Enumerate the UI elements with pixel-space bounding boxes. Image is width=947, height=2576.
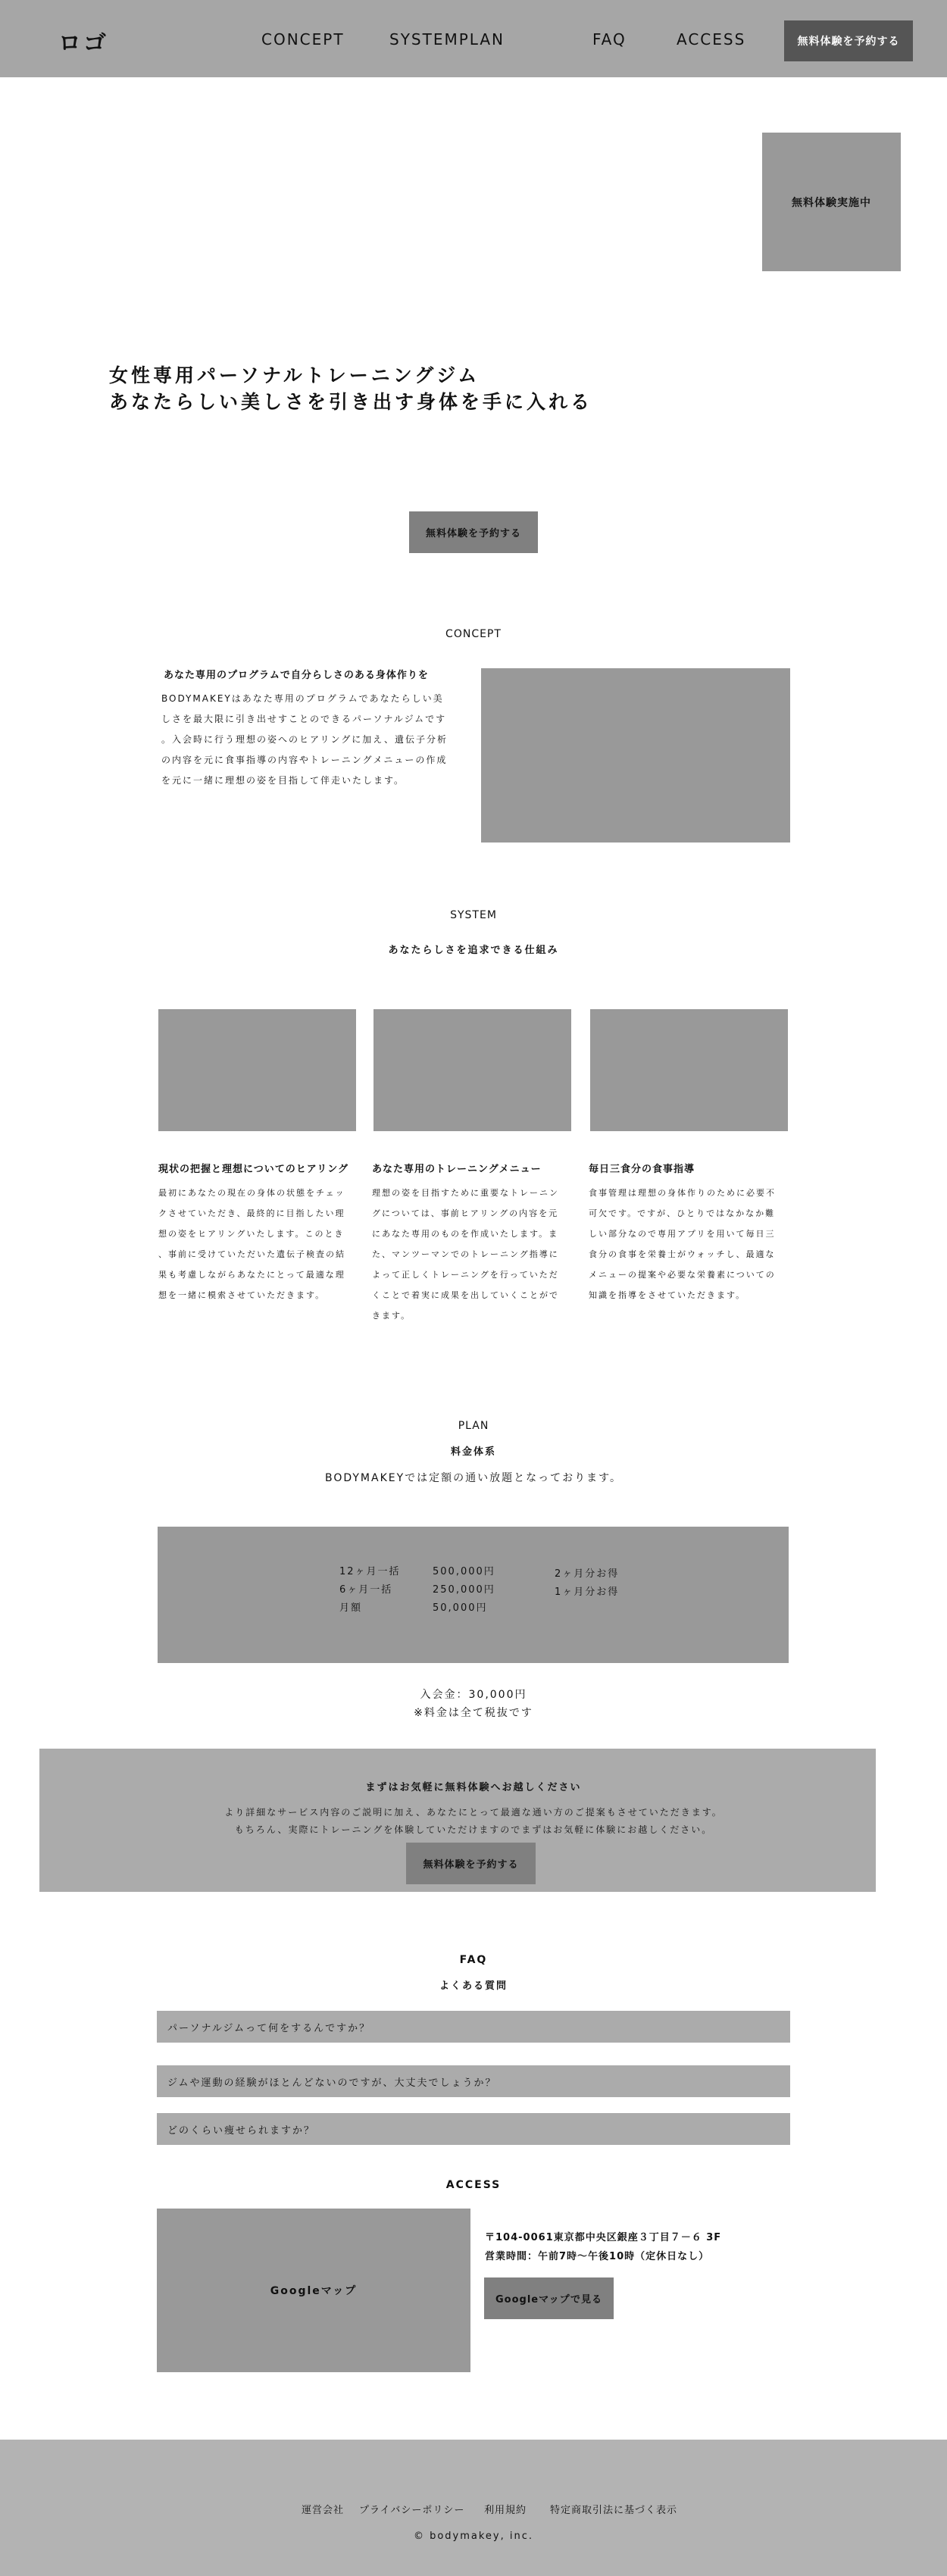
- plan-row-price: 250,000円: [433, 1584, 495, 1596]
- system-label: SYSTEM: [450, 909, 497, 921]
- system-card-line: た、マンツーマンでのトレーニング指導に: [372, 1249, 559, 1259]
- concept-line: BODYMAKEYはあなた専用のプログラムであなたらしい美: [161, 693, 444, 704]
- plan-row-name: 6ヶ月一括: [339, 1584, 393, 1596]
- access-label: ACCESS: [445, 2179, 502, 2191]
- plan-entry-fee: 入会金：30,000円: [420, 1689, 527, 1701]
- plan-row-name: 12ヶ月一括: [339, 1566, 401, 1577]
- hero-title-line2: あなたらしい美しさを引き出す身体を手に入れる: [109, 391, 593, 413]
- system-card-line: 知識を指導をさせていただきます。: [589, 1290, 746, 1300]
- nav-concept[interactable]: CONCEPT: [261, 30, 345, 48]
- concept-line: 。入会時に行う理想の姿へのヒアリングに加え、遺伝子分析: [161, 734, 448, 745]
- plan-tax-note: ※料金は全て税抜です: [414, 1707, 533, 1719]
- system-card-line: 理想の姿を目指すために重要なトレーニン: [372, 1188, 559, 1198]
- system-card-title-3: 毎日三食分の食事指導: [589, 1164, 695, 1175]
- plan-row-note: 2ヶ月分お得: [555, 1568, 620, 1580]
- site-footer: [0, 2440, 947, 2576]
- concept-label: CONCEPT: [445, 628, 502, 640]
- plan-row-name: 月額: [339, 1602, 363, 1614]
- system-card-line: にあなた専用のものを作成いたします。ま: [372, 1229, 559, 1239]
- hero-title: [109, 362, 592, 415]
- footer-link-company[interactable]: 運営会社: [302, 2505, 345, 2516]
- system-card-line: しい部分なので専用アプリを用いて毎日三: [589, 1229, 776, 1239]
- trial-reserve-button[interactable]: 無料体験を予約する: [406, 1843, 536, 1884]
- system-card-body-3: [589, 1183, 776, 1305]
- footer-link-terms[interactable]: 利用規約: [484, 2505, 527, 2516]
- plan-row-note: 1ヶ月分お得: [555, 1587, 620, 1598]
- concept-line: の内容を元に食事指導の内容やトレーニングメニューの作成: [161, 755, 448, 765]
- faq-item[interactable]: ジムや運動の経験がほとんどないのですが、大丈夫でしょうか？: [157, 2065, 790, 2097]
- system-card-line: メニューの提案や必要な栄養素についての: [589, 1270, 776, 1280]
- free-trial-badge: 無料体験実施中: [762, 133, 901, 271]
- plan-description: BODYMAKEYでは定額の通い放題となっております。: [324, 1472, 623, 1484]
- concept-line: しさを最大限に引き出せすことのできるパーソナルジムです: [161, 714, 447, 724]
- google-map-button[interactable]: Googleマップで見る: [484, 2277, 614, 2319]
- system-card-line: 想を一緒に模索させていただきます。: [158, 1290, 326, 1300]
- system-card-image-1: [158, 1009, 356, 1131]
- system-card-line: 想の姿をヒアリングいたします。このとき: [158, 1229, 345, 1239]
- site-logo[interactable]: ロゴ: [58, 30, 108, 57]
- faq-item[interactable]: どのくらい痩せられますか？: [157, 2113, 790, 2145]
- access-hours: 営業時間：午前7時〜午後10時（定休日なし）: [485, 2251, 710, 2262]
- plan-row-price: 500,000円: [433, 1566, 495, 1577]
- system-card-title-1: 現状の把握と理想についてのヒアリング: [158, 1164, 348, 1175]
- footer-link-privacy[interactable]: プライバシーポリシー: [359, 2505, 465, 2516]
- system-card-body-2: [372, 1183, 559, 1326]
- system-card-line: よって正しくトレーニングを行っていただ: [372, 1270, 559, 1280]
- concept-heading: あなた専用のプログラムで自分らしさのある身体作りを: [164, 670, 429, 681]
- system-card-line: 可欠です。ですが、ひとりではなかなか難: [589, 1208, 776, 1218]
- system-card-line: 最初にあなたの現在の身体の状態をチェッ: [158, 1188, 345, 1198]
- access-address: 〒104-0061東京都中央区銀座３丁目７－６ 3F: [485, 2232, 722, 2243]
- plan-subtitle: 料金体系: [450, 1446, 496, 1458]
- plan-label: PLAN: [458, 1420, 489, 1432]
- hero-reserve-button[interactable]: 無料体験を予約する: [409, 511, 538, 553]
- system-subtitle: あなたらしさを追求できる仕組み: [388, 945, 559, 956]
- system-card-line: グについては、事前ヒアリングの内容を元: [372, 1208, 559, 1218]
- nav-faq[interactable]: FAQ: [592, 30, 627, 48]
- nav-systemplan[interactable]: SYSTEMPLAN: [389, 30, 505, 48]
- plan-row-price: 50,000円: [433, 1602, 488, 1614]
- trial-text-line2: もちろん、実際にトレーニングを体験していただけますのでまずはお気軽に体験にお越しください。: [234, 1824, 713, 1835]
- concept-body: [161, 689, 448, 791]
- system-card-line: 、事前に受けていただいた遺伝子検査の結: [158, 1249, 345, 1259]
- system-card-line: 食分の食事を栄養士がウォッチし、最適な: [589, 1249, 776, 1259]
- concept-line: を元に一緒に理想の姿を目指して伴走いたします。: [161, 775, 405, 786]
- faq-subtitle: よくある質問: [439, 1980, 508, 1992]
- system-card-image-3: [590, 1009, 788, 1131]
- concept-image: [481, 668, 790, 843]
- header-reserve-button[interactable]: 無料体験を予約する: [784, 20, 913, 61]
- faq-item[interactable]: パーソナルジムって何をするんですか？: [157, 2011, 790, 2043]
- system-card-body-1: [158, 1183, 345, 1305]
- nav-access[interactable]: ACCESS: [677, 30, 746, 48]
- footer-copyright: © bodymakey, inc.: [413, 2531, 534, 2542]
- system-card-line: 食事管理は理想の身体作りのために必要不: [589, 1188, 776, 1198]
- system-card-line: クさせていただき、最終的に目指したい理: [158, 1208, 345, 1218]
- google-map[interactable]: Googleマップ: [157, 2209, 470, 2372]
- trial-title: まずはお気軽に無料体験へお越しください: [365, 1782, 582, 1793]
- footer-link-tokushoho[interactable]: 特定商取引法に基づく表示: [550, 2505, 678, 2516]
- system-card-title-2: あなた専用のトレーニングメニュー: [372, 1164, 542, 1175]
- system-card-line: 果も考慮しながらあなたにとって最適な理: [158, 1270, 345, 1280]
- system-card-line: くことで着実に成果を出していくことがで: [372, 1290, 559, 1300]
- faq-label: FAQ: [459, 1954, 488, 1966]
- hero-title-line1: 女性専用パーソナルトレーニングジム: [109, 364, 480, 386]
- system-card-line: きます。: [372, 1311, 411, 1321]
- trial-text-line1: より詳細なサービス内容のご説明に加え、あなたにとって最適な通い方のご提案もさせていただきます。: [224, 1807, 723, 1818]
- system-card-image-2: [373, 1009, 571, 1131]
